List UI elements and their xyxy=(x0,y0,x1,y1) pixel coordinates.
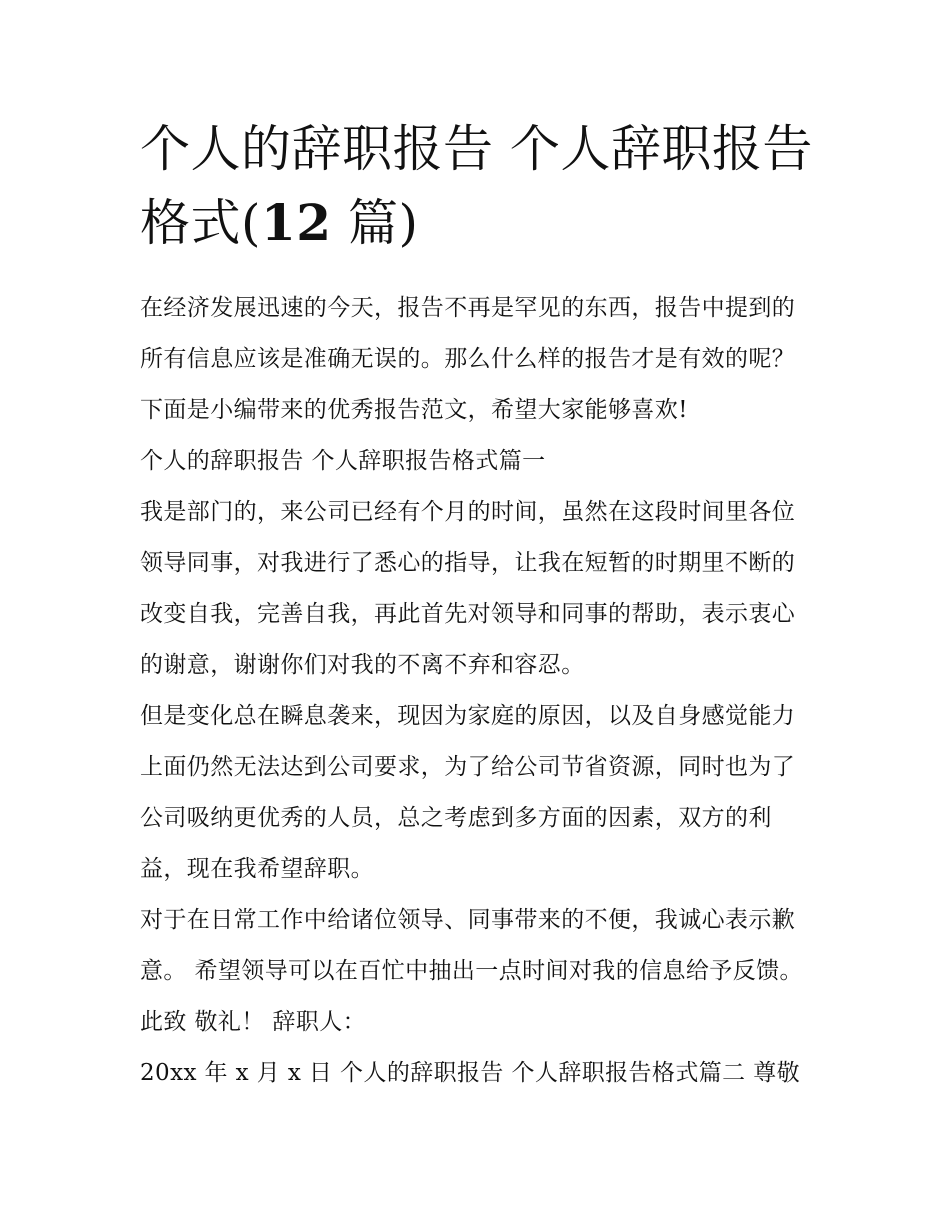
document-content xyxy=(140,112,815,1099)
body-paragraph-1: 我是部门的，来公司已经有个月的时间，虽然在这段时间里各位领导同事，对我进行了悉心的指导，让我在短暂的时期里不断的改变自我，完善自我，再此首先对领导和同事的帮助，表示衷心的谢意，谢谢你们对我的不离不弃和容忍。 xyxy=(140,499,796,678)
document-title xyxy=(140,112,815,260)
title-line-2-number: 12 xyxy=(261,193,332,252)
title-line-2-suffix: 篇) xyxy=(331,194,419,252)
intro-paragraph: 在经济发展迅速的今天，报告不再是罕见的东西，报告中提到的所有信息应该是准确无误的。那么什么样的报告才是有效的呢？下面是小编带来的优秀报告范文，希望大家能够喜欢! xyxy=(140,295,796,423)
body-paragraph-4: 20xx 年 x 月 x 日 个人的辞职报告 个人辞职报告格式篇二 尊敬 xyxy=(140,1060,801,1086)
title-line-2-prefix: 格式( xyxy=(140,194,262,252)
title-line-1: 个人的辞职报告 个人辞职报告 xyxy=(140,120,813,178)
section-heading-1: 个人的辞职报告 个人辞职报告格式篇一 xyxy=(140,448,546,474)
body-paragraph-3: 对于在日常工作中给诸位领导、同事带来的不便，我诚心表示歉意。 希望领导可以在百忙中抽出一点时间对我的信息给予反馈。 此致 敬礼！ 辞职人： xyxy=(140,907,803,1035)
document-body xyxy=(140,283,815,1099)
body-paragraph-2: 但是变化总在瞬息袭来，现因为家庭的原因，以及自身感觉能力上面仍然无法达到公司要求，为了给公司节省资源，同时也为了公司吸纳更优秀的人员，总之考虑到多方面的因素，双方的利益，现在我希望辞职。 xyxy=(140,703,796,882)
